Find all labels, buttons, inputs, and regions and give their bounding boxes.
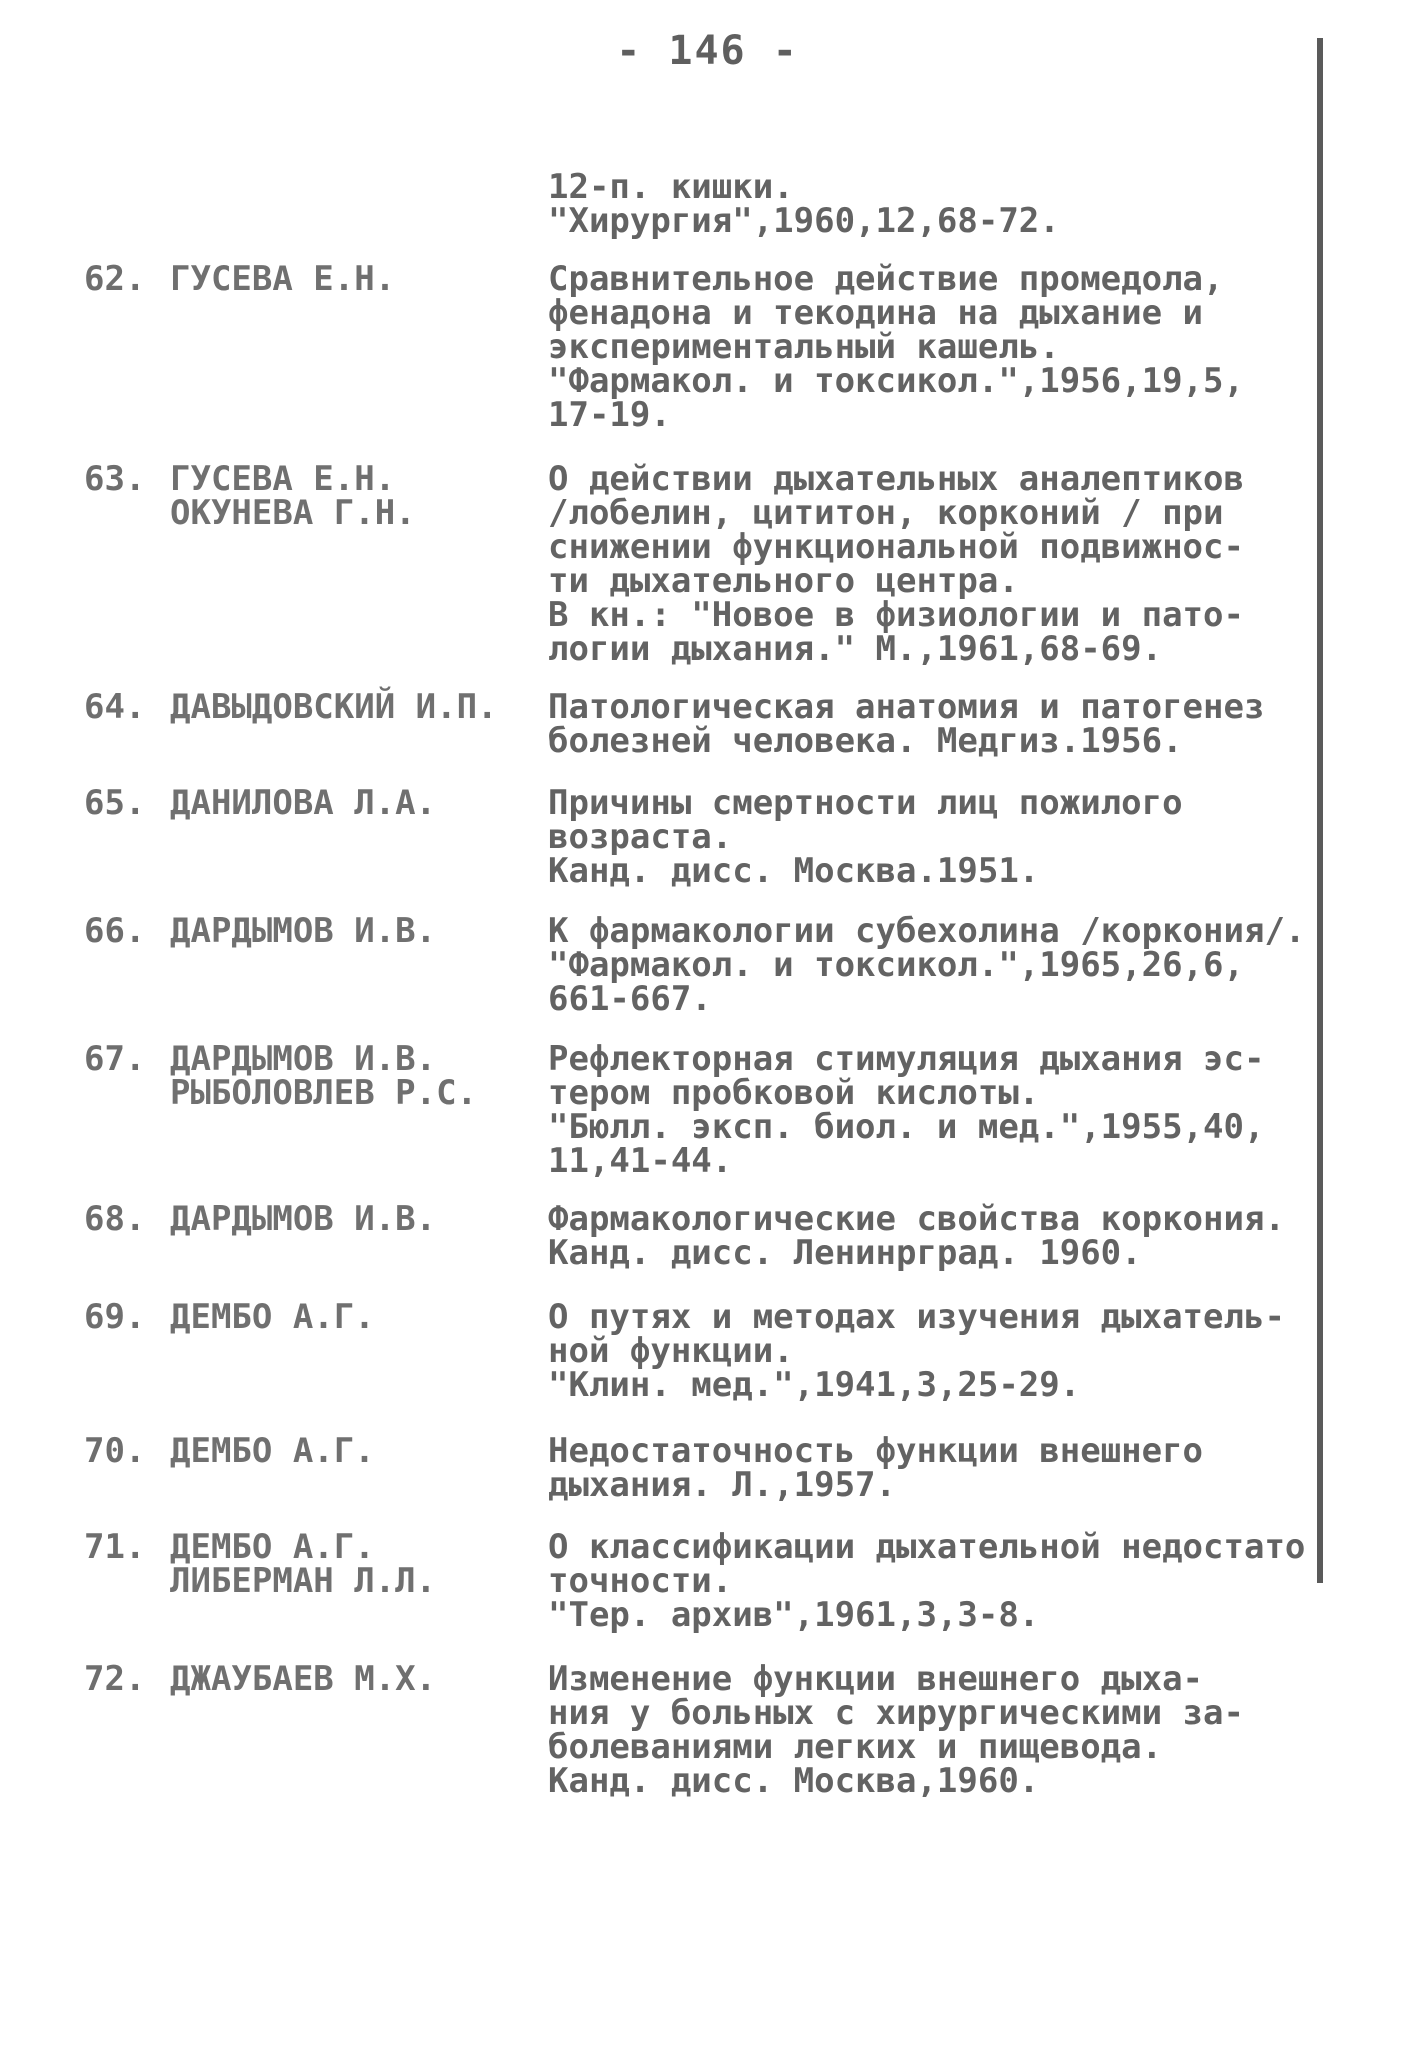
entry-reference: Сравнительное действие промедола, фенадона и текодина на дыхание и экспериментальный кашель. "Фармакол. и токсикол.",1956,19,5, 17-19. — [548, 259, 1244, 435]
entry-number: 69. — [84, 1297, 146, 1337]
entry-author: ДАВЫДОВСКИЙ И.П. — [170, 687, 498, 727]
entry-number: 72. — [84, 1659, 146, 1699]
entry-author: ДАРДЫМОВ И.В. РЫБОЛОВЛЕВ Р.С. — [170, 1039, 478, 1113]
entry-reference: Рефлекторная стимуляция дыхания эс- тером пробковой кислоты. "Бюлл. эксп. биол. и мед.",1955,40, 11,41-44. — [548, 1039, 1265, 1181]
entry-author: ДЕМБО А.Г. — [170, 1431, 375, 1471]
entry-number: 71. — [84, 1527, 146, 1567]
entry-number: 67. — [84, 1039, 146, 1079]
entry-number: 70. — [84, 1431, 146, 1471]
entry-author: ДАРДЫМОВ И.В. — [170, 911, 437, 951]
entry-author: ДЕМБО А.Г. ЛИБЕРМАН Л.Л. — [170, 1527, 437, 1601]
page-number: - 146 - — [616, 28, 799, 74]
entry-reference: О классификации дыхательной недостато точности. "Тер. архив",1961,3,3-8. — [548, 1527, 1306, 1635]
entry-number: 68. — [84, 1199, 146, 1239]
entry-reference: Причины смертности лиц пожилого возраста. Канд. дисс. Москва.1951. — [548, 783, 1183, 891]
entry-number: 63. — [84, 459, 146, 499]
continuation-text: 12-п. кишки. "Хирургия",1960,12,68-72. — [548, 167, 1060, 241]
entry-author: ГУСЕВА Е.Н. — [170, 259, 396, 299]
entry-reference: Патологическая анатомия и патогенез болезней человека. Медгиз.1956. — [548, 687, 1265, 761]
entry-reference: К фармакологии субехолина /коркония/. "Фармакол. и токсикол.",1965,26,6, 661-667. — [548, 911, 1306, 1019]
entry-author: ДАНИЛОВА Л.А. — [170, 783, 437, 823]
entry-number: 65. — [84, 783, 146, 823]
entry-author: ДАРДЫМОВ И.В. — [170, 1199, 437, 1239]
entry-reference: Фармакологические свойства коркония. Канд. дисс. Ленинрград. 1960. — [548, 1199, 1285, 1273]
entry-reference: О действии дыхательных аналептиков /лобелин, цититон, корконий / при снижении функциональной подвижнос- ти дыхательного центра. В кн.: "Новое в физиологии и пато- логии дыхания." М.,1961,68-69. — [548, 459, 1244, 669]
entry-reference: Изменение функции внешнего дыха- ния у больных с хирургическими за- болеваниями легких и пищевода. Канд. дисс. Москва,1960. — [548, 1659, 1244, 1801]
entry-author: ГУСЕВА Е.Н. ОКУНЕВА Г.Н. — [170, 459, 416, 533]
entry-author: ДЖАУБАЕВ М.Х. — [170, 1659, 437, 1699]
entry-author: ДЕМБО А.Г. — [170, 1297, 375, 1337]
entry-number: 62. — [84, 259, 146, 299]
entry-number: 64. — [84, 687, 146, 727]
entry-reference: О путях и методах изучения дыхатель- ной функции. "Клин. мед.",1941,3,25-29. — [548, 1297, 1285, 1405]
entry-number: 66. — [84, 911, 146, 951]
entry-reference: Недостаточность функции внешнего дыхания. Л.,1957. — [548, 1431, 1204, 1505]
